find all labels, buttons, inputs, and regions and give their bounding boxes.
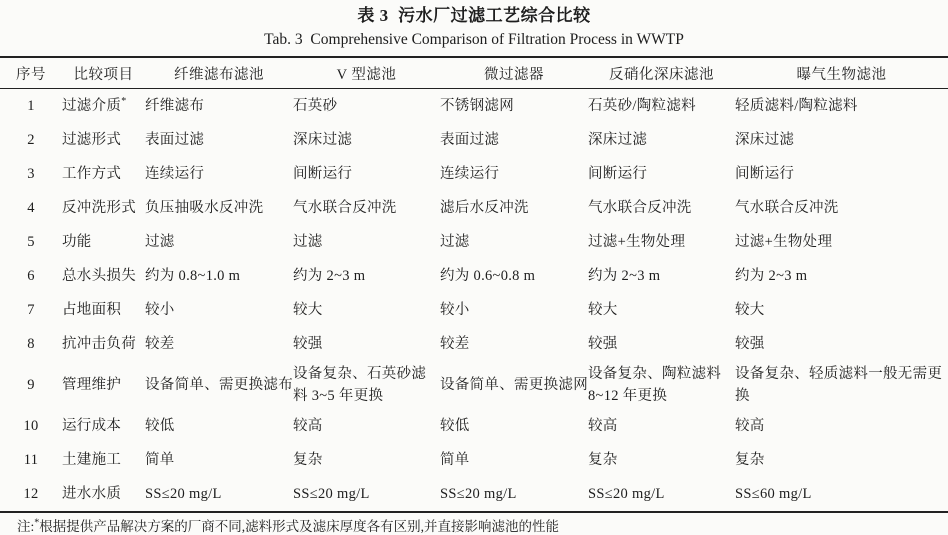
footnote-label: 注: — [17, 519, 35, 534]
row-label-cell: 管理维护 — [62, 377, 122, 393]
row-number-cell: 11 — [23, 452, 39, 468]
row-number-cell: 5 — [27, 234, 35, 250]
row-label-cell: 过滤形式 — [62, 132, 122, 148]
table-cell: 约为 2~3 m — [588, 268, 661, 284]
table-cell: 设备复杂、陶粒滤料 8~12 年更换 — [588, 366, 722, 404]
table-cell: 较高 — [735, 418, 765, 434]
header-cell: 纤维滤布滤池 — [174, 66, 264, 83]
table-cell: 约为 2~3 m — [735, 268, 808, 284]
table-cell: 过滤 — [440, 234, 470, 250]
table-row — [0, 293, 948, 327]
row-label-cell: 总水头损失 — [62, 268, 136, 284]
table-cell: 过滤 — [145, 234, 175, 250]
table-cell: 简单 — [145, 452, 175, 468]
table-cell: 较大 — [735, 302, 765, 318]
table-cell: SS≤20 mg/L — [440, 486, 517, 502]
table-cell: 较强 — [588, 336, 618, 352]
table-cell: 较大 — [588, 302, 618, 318]
row-label-cell: 过滤介质* — [62, 96, 127, 114]
row-number-cell: 6 — [27, 268, 35, 284]
row-label-cell: 运行成本 — [62, 418, 122, 434]
table-row — [0, 259, 948, 293]
table-cell: SS≤60 mg/L — [735, 486, 812, 502]
header-cell: 曝气生物滤池 — [796, 66, 887, 83]
table-row — [0, 89, 948, 124]
table-cell: SS≤20 mg/L — [293, 486, 370, 502]
table-cell: 深床过滤 — [735, 132, 795, 148]
table-cell: 简单 — [440, 452, 470, 468]
table-cell: 过滤+生物处理 — [735, 234, 833, 250]
footnote-text: 根据提供产品解决方案的厂商不同,滤料形式及滤床厚度各有区别,并直接影响滤池的性能 — [39, 519, 560, 534]
table-row — [0, 191, 948, 225]
table-cell: 复杂 — [293, 452, 323, 468]
table-cell: 表面过滤 — [145, 132, 205, 148]
row-label-cell: 工作方式 — [62, 166, 122, 182]
row-number-cell: 8 — [27, 336, 35, 352]
table-cell: 设备简单、需更换滤网 — [440, 377, 588, 393]
row-label-cell: 进水水质 — [62, 486, 122, 502]
table-cell: 不锈钢滤网 — [440, 98, 514, 114]
table-cell: 约为 2~3 m — [293, 268, 366, 284]
header-cell: 反硝化深床滤池 — [609, 66, 714, 83]
row-number-cell: 1 — [27, 98, 35, 114]
header-cell: 比较项目 — [73, 66, 134, 83]
table-row — [0, 477, 948, 512]
row-label-cell: 土建施工 — [62, 452, 122, 468]
table-row — [0, 123, 948, 157]
header-cell: 微过滤器 — [484, 66, 544, 83]
table-row — [0, 327, 948, 361]
table-row — [0, 361, 948, 409]
table-cell: 设备复杂、轻质滤料一般无需更换 — [735, 366, 943, 404]
table-row — [0, 157, 948, 191]
table-cell: 过滤+生物处理 — [588, 234, 686, 250]
row-number-cell: 7 — [27, 302, 35, 318]
row-number-cell: 12 — [23, 486, 39, 502]
table-cell: 设备复杂、石英砂滤料 3~5 年更换 — [293, 366, 427, 404]
table-cell: 间断运行 — [588, 166, 648, 182]
table-cell: 较差 — [145, 336, 175, 352]
row-label-cell: 抗冲击负荷 — [62, 336, 136, 352]
row-number-cell: 4 — [27, 200, 35, 216]
table-cell: 复杂 — [735, 452, 765, 468]
table-cell: 较大 — [293, 302, 323, 318]
row-label-cell: 反冲洗形式 — [62, 200, 136, 216]
footnote-marker: * — [121, 96, 127, 108]
table-cell: 较高 — [588, 418, 618, 434]
footnote-marker: * — [34, 517, 40, 529]
table-cell: 负压抽吸水反冲洗 — [145, 200, 264, 216]
table-cell: 较小 — [440, 302, 470, 318]
row-number-cell: 10 — [23, 418, 39, 434]
row-label-cell: 功能 — [62, 234, 92, 250]
table-cell: 轻质滤料/陶粒滤料 — [735, 98, 858, 114]
header-row — [0, 57, 948, 89]
table-cell: SS≤20 mg/L — [588, 486, 665, 502]
table-cell: 较高 — [293, 418, 323, 434]
table-row — [0, 409, 948, 443]
table-cell: 石英砂 — [293, 98, 338, 114]
table-cell: 气水联合反冲洗 — [588, 200, 692, 216]
table-cell: 较小 — [145, 302, 175, 318]
row-number-cell: 3 — [27, 166, 35, 182]
table-cell: 深床过滤 — [293, 132, 353, 148]
table-cell: 深床过滤 — [588, 132, 648, 148]
table-cell: 连续运行 — [440, 166, 500, 182]
table-title-en: Tab. 3 Comprehensive Comparison of Filtration Process in WWTP — [264, 31, 684, 48]
table-cell: 气水联合反冲洗 — [293, 200, 397, 216]
row-label-cell: 占地面积 — [62, 302, 122, 318]
table-cell: 间断运行 — [735, 166, 795, 182]
table-footnote — [0, 518, 948, 535]
table-cell: 表面过滤 — [440, 132, 500, 148]
header-cell: V 型滤池 — [336, 66, 397, 83]
table-cell: 过滤 — [293, 234, 323, 250]
table-body — [0, 89, 948, 513]
table-cell: 较强 — [293, 336, 323, 352]
table-cell: 复杂 — [588, 452, 618, 468]
table-cell: 纤维滤布 — [145, 98, 205, 114]
table-cell: 石英砂/陶粒滤料 — [588, 98, 696, 114]
table-cell: 设备简单、需更换滤布 — [145, 377, 293, 393]
comparison-table — [0, 56, 948, 513]
header-cell: 序号 — [16, 66, 46, 83]
table-cell: 间断运行 — [293, 166, 353, 182]
row-number-cell: 2 — [27, 132, 35, 148]
table-row — [0, 443, 948, 477]
table-cell: 约为 0.6~0.8 m — [440, 268, 536, 284]
table-cell: 较强 — [735, 336, 765, 352]
table-row — [0, 225, 948, 259]
table-cell: 较低 — [440, 418, 470, 434]
table-cell: 约为 0.8~1.0 m — [145, 268, 241, 284]
table-cell: 滤后水反冲洗 — [440, 200, 529, 216]
table-cell: 连续运行 — [145, 166, 205, 182]
row-number-cell: 9 — [27, 377, 35, 393]
table-cell: SS≤20 mg/L — [145, 486, 222, 502]
table-title-zh: 表 3 污水厂过滤工艺综合比较 — [357, 6, 591, 25]
table-cell: 较差 — [440, 336, 470, 352]
table-cell: 气水联合反冲洗 — [735, 200, 839, 216]
table-cell: 较低 — [145, 418, 175, 434]
